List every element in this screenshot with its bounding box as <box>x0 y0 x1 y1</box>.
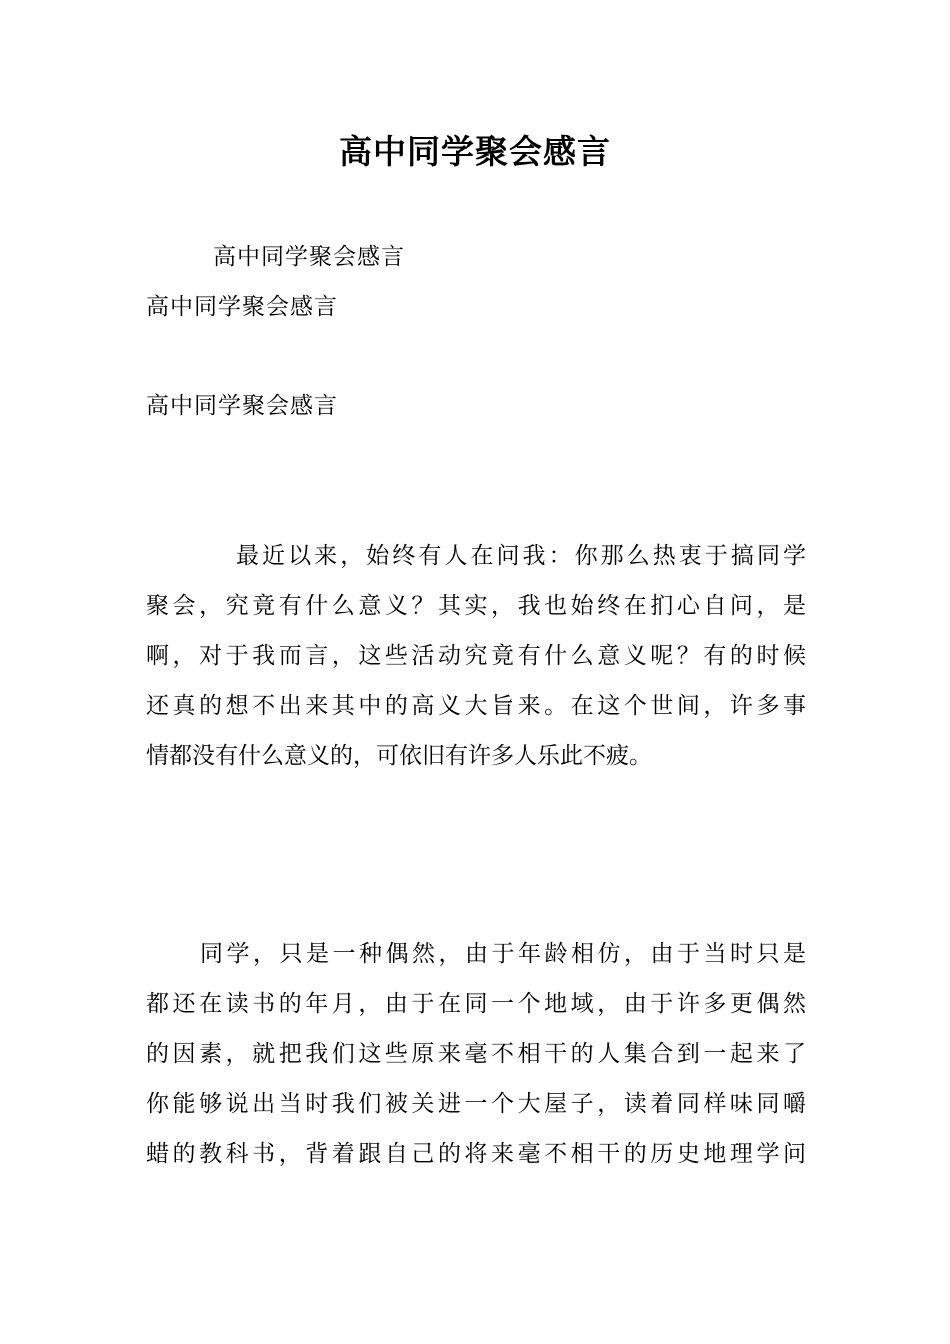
paragraph-1-line: 最近以来，始终有人在问我：你那么热衷于搞同学 <box>236 543 806 569</box>
subtitle-line-2: 高中同学聚会感言 <box>146 294 338 320</box>
paragraph-2 <box>146 939 806 1189</box>
paragraph-1-line: 还真的想不出来其中的高义大旨来。在这个世间，许多事 <box>146 693 806 719</box>
paragraph-2-line: 你能够说出当时我们被关进一个大屋子，读着同样味同嚼 <box>146 1091 806 1117</box>
paragraph-2-line: 的因素，就把我们这些原来毫不相干的人集合到一起来了 <box>146 1041 806 1067</box>
paragraph-1 <box>146 541 806 791</box>
document-title: 高中同学聚会感言 <box>339 132 611 171</box>
paragraph-1-line: 聚会，究竟有什么意义？其实，我也始终在扪心自问，是 <box>146 593 806 619</box>
paragraph-1-line: 啊，对于我而言，这些活动究竟有什么意义呢？有的时候 <box>146 643 806 669</box>
paragraph-1-line: 情都没有什么意义的，可依旧有许多人乐此不疲。 <box>146 743 652 769</box>
paragraph-2-line: 都还在读书的年月，由于在同一个地域，由于许多更偶然 <box>146 991 806 1017</box>
paragraph-2-line: 同学，只是一种偶然，由于年龄相仿，由于当时只是 <box>200 941 806 967</box>
paragraph-2-line: 蜡的教科书，背着跟自己的将来毫不相干的历史地理学问 <box>146 1141 806 1167</box>
subtitle-line-3: 高中同学聚会感言 <box>146 393 338 419</box>
subtitle-line-1: 高中同学聚会感言 <box>213 244 405 270</box>
